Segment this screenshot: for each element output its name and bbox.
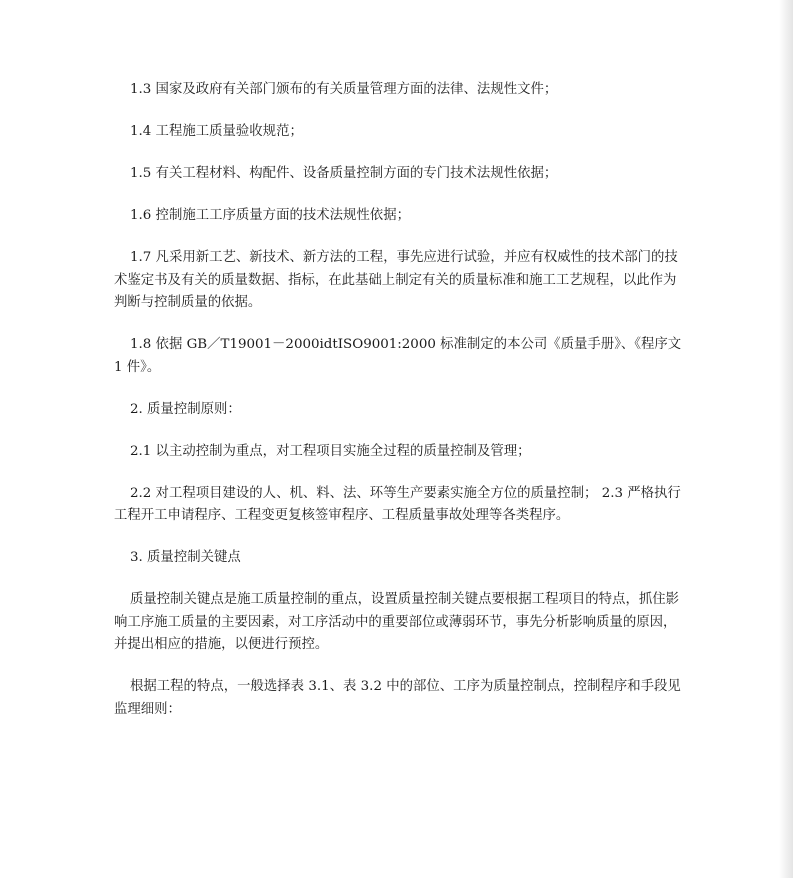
paragraph-key-points: 质量控制关键点是施工质量控制的重点，设置质量控制关键点要根据工程项目的特点，抓住影响工序施工质量的主要因素，对工序活动中的重要部位或薄弱环节，事先分析影响质量的原因，并提出相应的措施，以便进行预控。 — [114, 592, 680, 652]
page-edge-shadow — [779, 0, 793, 878]
paragraph-1-7: 1.7 凡采用新工艺、新技术、新方法的工程，事先应进行试验，并应有权威性的技术部门的技术鉴定书及有关的质量数据、指标，在此基础上制定有关的质量标准和施工工艺规程，以此作为判断与控制质量的依据。 — [114, 250, 678, 310]
paragraph-1-4: 1.4 工程施工质量验收规范； — [130, 124, 303, 139]
paragraph-1-3: 1.3 国家及政府有关部门颁布的有关质量管理方面的法律、法规性文件； — [130, 82, 558, 97]
paragraph-2-2-2-3: 2.2 对工程项目建设的人、机、料、法、环等生产要素实施全方位的质量控制； 2.3 严格执行工程开工申请程序、工程变更复核签审程序、工程质量事故处理等各类程序。 — [114, 485, 681, 523]
heading-3-key-points: 3. 质量控制关键点 — [130, 550, 241, 565]
paragraph-1-6: 1.6 控制施工工序质量方面的技术法规性依据； — [130, 208, 410, 223]
paragraph-1-5: 1.5 有关工程材料、构配件、设备质量控制方面的专门技术法规性依据； — [130, 166, 558, 181]
heading-2-principles: 2. 质量控制原则： — [130, 401, 241, 417]
paragraph-2-1: 2.1 以主动控制为重点，对工程项目实施全过程的质量控制及管理； — [130, 443, 531, 459]
paragraph-1-8: 1.8 依据 GB／T19001－2000idtISO9001:2000 标准制定的本公司《质量手册》、《程序文 1 件》。 — [114, 337, 682, 375]
document-body — [114, 79, 684, 741]
paragraph-control-points: 根据工程的特点，一般选择表 3.1、表 3.2 中的部位、工序为质量控制点，控制程序和手段见监理细则： — [114, 679, 681, 717]
